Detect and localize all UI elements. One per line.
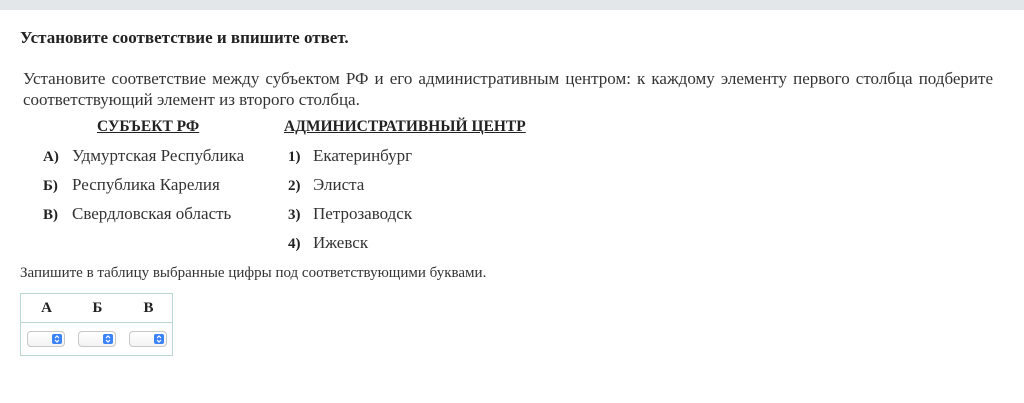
left-item-value: Республика Карелия [72,175,220,194]
right-item-2 [288,175,364,197]
left-item-key: А) [43,149,59,165]
right-item-key: 2) [288,178,301,194]
up-down-chevron-icon [52,334,62,344]
left-item-key: Б) [43,178,58,194]
right-item-value: Петрозаводск [313,204,413,223]
right-item-key: 1) [288,149,301,165]
right-item-value: Ижевск [313,233,369,252]
answer-select-b[interactable] [78,331,116,347]
right-item-1 [288,146,412,168]
left-item-a [43,146,244,168]
left-item-key: В) [43,207,58,223]
answer-header-v: В [143,300,154,316]
instruction-text: Запишите в таблицу выбранные цифры под соответствующими буквами. [20,265,487,281]
task-header: Установите соответствие и впишите ответ. [20,28,349,47]
left-item-value: Удмуртская Республика [72,146,245,165]
answer-header-b: Б [92,300,103,316]
left-item-v [43,204,231,226]
answer-select-v[interactable] [129,331,167,347]
right-column-title: АДМИНИСТРАТИВНЫЙ ЦЕНТР [284,118,526,135]
task-text: Установите соответствие между субъектом РФ и его административным центром: к каждому элементу первого столбца подберите соответствующий элемент из второго столбца. [23,69,993,109]
up-down-chevron-icon [154,334,164,344]
answer-table-header [21,294,172,322]
left-item-value: Свердловская область [72,204,232,223]
top-bar [0,0,1024,10]
answer-table [20,293,173,356]
left-item-b [43,175,220,197]
answer-header-a: А [41,300,52,316]
right-item-key: 3) [288,207,301,223]
right-item-3 [288,204,412,226]
answer-select-a[interactable] [27,331,65,347]
right-item-value: Екатеринбург [313,146,413,165]
right-item-value: Элиста [313,175,365,194]
left-column-title: СУБЪЕКТ РФ [97,118,200,135]
answer-table-divider [21,322,172,323]
right-item-key: 4) [288,236,301,252]
up-down-chevron-icon [103,334,113,344]
right-item-4 [288,233,368,255]
